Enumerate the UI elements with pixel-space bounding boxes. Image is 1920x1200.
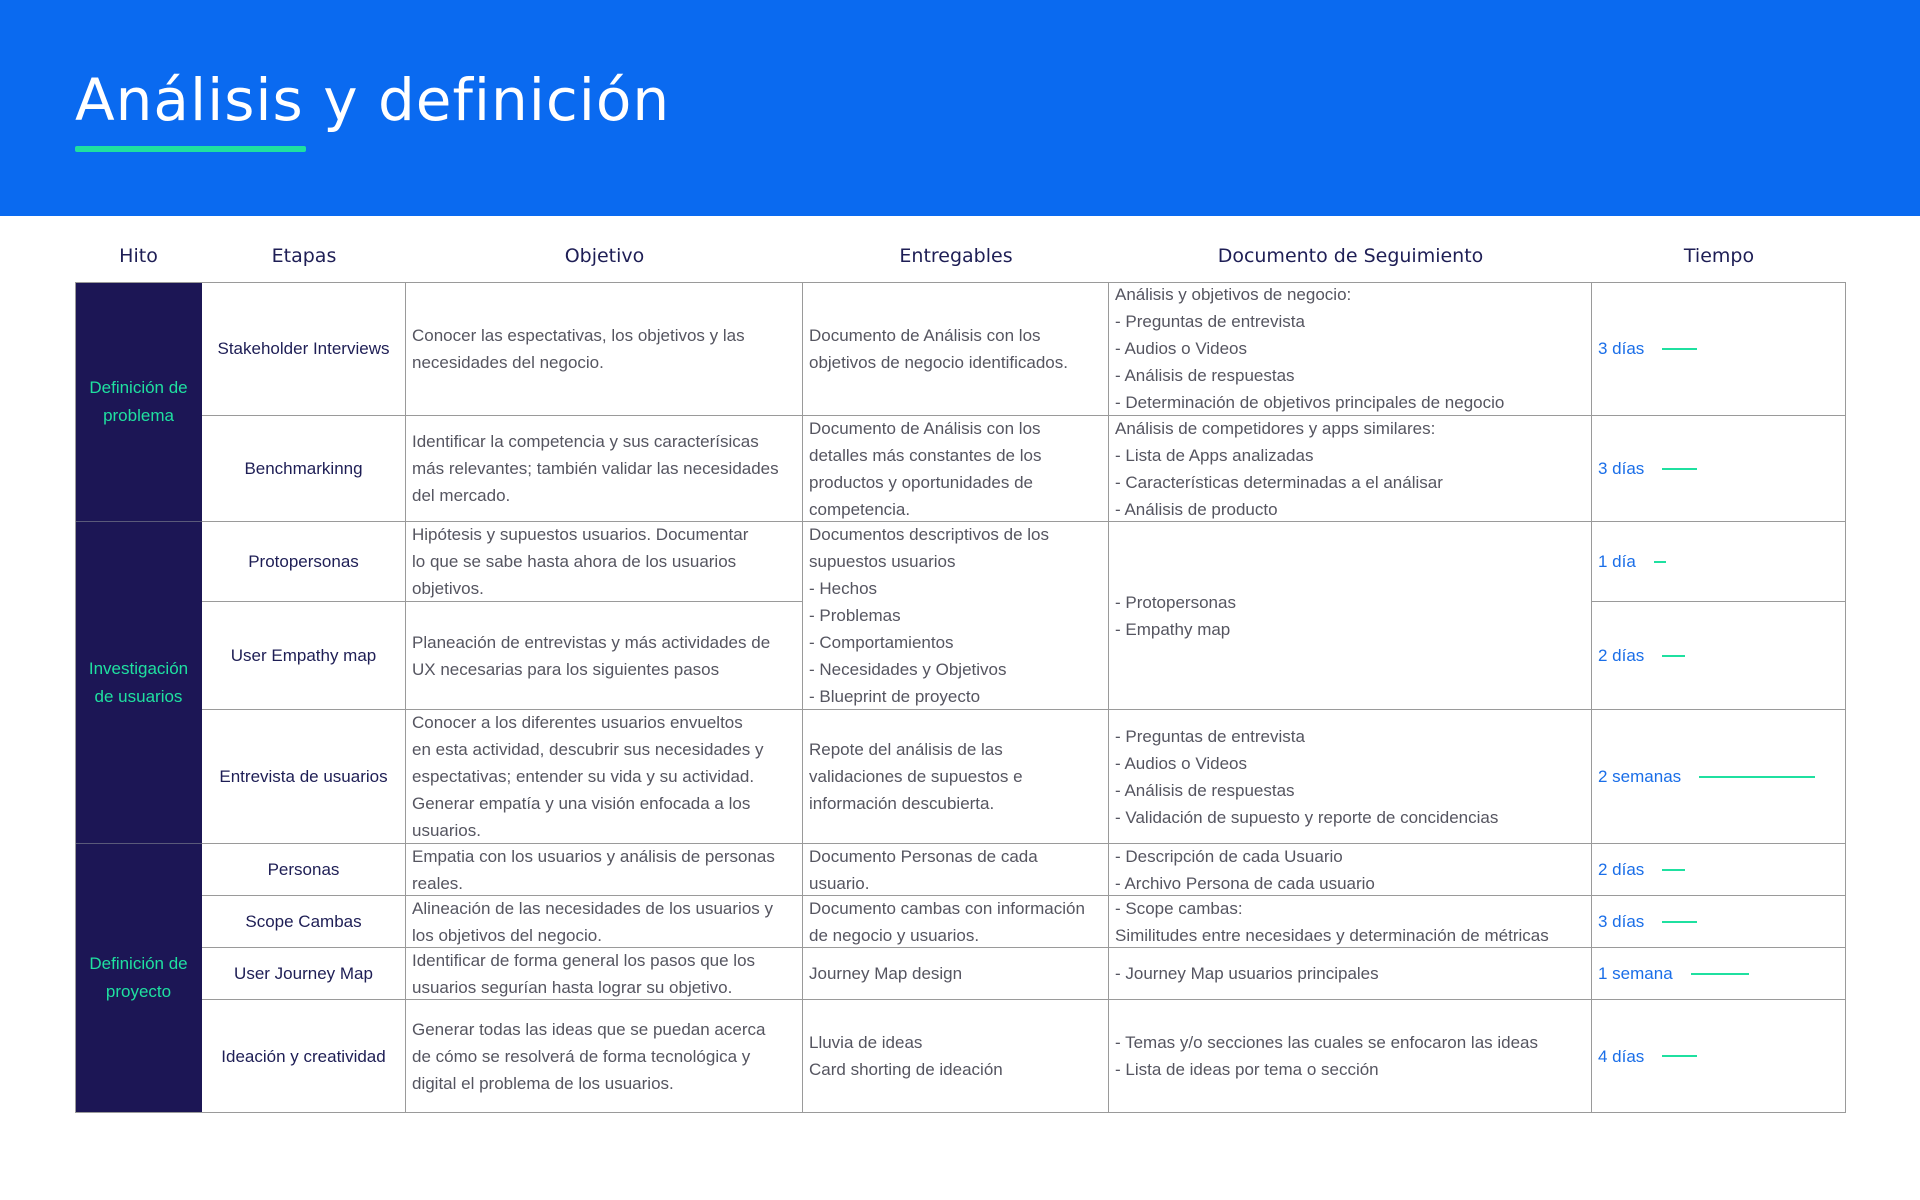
text-line: - Validación de supuesto y reporte de concidencias bbox=[1115, 807, 1499, 827]
cell-text bbox=[412, 1016, 796, 1097]
text-line: Conocer las espectativas, los objetivos y las bbox=[412, 325, 745, 345]
time-cell bbox=[1592, 1000, 1846, 1113]
col-header-tiempo: Tiempo bbox=[1683, 245, 1755, 267]
duration-bar bbox=[1662, 869, 1685, 871]
text-line: Similitudes entre necesidaes y determinación de métricas bbox=[1115, 925, 1549, 945]
cell-text bbox=[412, 629, 796, 683]
text-line: Conocer a los diferentes usuarios envueltos bbox=[412, 713, 743, 732]
cell-text bbox=[809, 844, 1102, 896]
time-label: 1 semana bbox=[1598, 964, 1673, 983]
text-line: espectativas; entender su vida y su actividad. bbox=[412, 767, 755, 786]
text-line: - Análisis de respuestas bbox=[1115, 780, 1295, 800]
text-line: más relevantes; también validar las necesidades bbox=[412, 459, 779, 478]
text-line: - Lista de ideas por tema o sección bbox=[1115, 1060, 1379, 1079]
cell-text bbox=[809, 896, 1102, 948]
objective-cell bbox=[406, 896, 803, 948]
text-line: reales. bbox=[412, 873, 464, 893]
page-title: Análisis y definición bbox=[75, 66, 671, 134]
text-line: Documentos descriptivos de los bbox=[809, 525, 1050, 544]
cell-text bbox=[412, 428, 796, 509]
time-cell bbox=[1592, 416, 1846, 522]
time-label: 3 días bbox=[1598, 459, 1645, 478]
stage-cell bbox=[202, 1000, 406, 1113]
milestone-label: Definición de bbox=[89, 954, 188, 973]
text-line: Análisis y objetivos de negocio: bbox=[1115, 285, 1352, 304]
milestone-cell bbox=[75, 844, 202, 1113]
text-line: Empatia con los usuarios y análisis de personas bbox=[412, 846, 775, 866]
cell-text bbox=[809, 416, 1102, 522]
text-line: - Audios o Videos bbox=[1115, 339, 1247, 358]
text-line: Generar todas las ideas que se puedan acerca bbox=[412, 1019, 766, 1039]
text-line: productos y oportunidades de bbox=[809, 472, 1033, 492]
time-cell bbox=[1592, 282, 1846, 416]
objective-cell bbox=[406, 522, 803, 602]
time-cell bbox=[1592, 602, 1846, 710]
text-line: usuario. bbox=[809, 873, 870, 893]
cell-text bbox=[809, 322, 1102, 376]
stage-label: Personas bbox=[267, 860, 340, 879]
text-line: Card shorting de ideación bbox=[809, 1060, 1003, 1079]
stage-label: User Empathy map bbox=[230, 646, 377, 665]
cell-text bbox=[412, 710, 796, 844]
duration-bar bbox=[1699, 776, 1815, 778]
deliverable-cell bbox=[803, 844, 1109, 896]
cell-text bbox=[1115, 896, 1585, 948]
text-line: - Análisis de respuestas bbox=[1115, 366, 1295, 385]
col-header-documento: Documento de Seguimiento bbox=[1217, 245, 1484, 267]
text-line: competencia. bbox=[809, 499, 911, 519]
stage-label: Protopersonas bbox=[248, 552, 359, 571]
time-cell bbox=[1592, 522, 1846, 602]
milestone-label: proyecto bbox=[105, 982, 172, 1001]
text-line: en esta actividad, descubrir sus necesidades y bbox=[412, 740, 764, 759]
text-line: - Temas y/o secciones las cuales se enfocaron las ideas bbox=[1115, 1033, 1539, 1052]
text-line: - Scope cambas: bbox=[1115, 898, 1243, 918]
duration-bar bbox=[1662, 921, 1697, 923]
cell-text bbox=[1115, 1029, 1585, 1083]
objective-cell bbox=[406, 948, 803, 1000]
deliverable-cell-research bbox=[803, 522, 1109, 710]
duration-bar bbox=[1662, 468, 1697, 470]
text-line: - Preguntas de entrevista bbox=[1115, 312, 1305, 331]
text-line: - Comportamientos bbox=[809, 633, 954, 652]
cell-text bbox=[412, 948, 796, 1000]
text-line: Repote del análisis de las bbox=[809, 740, 1003, 759]
time-label: 4 días bbox=[1598, 1046, 1645, 1066]
text-line: Identificar de forma general los pasos que los bbox=[412, 950, 756, 970]
col-header-etapas: Etapas bbox=[271, 245, 337, 267]
text-line: - Empathy map bbox=[1115, 619, 1231, 639]
cell-text bbox=[1115, 960, 1585, 987]
time-label: 2 días bbox=[1598, 860, 1645, 879]
stage-cell bbox=[202, 710, 406, 844]
text-line: - Necesidades y Objetivos bbox=[809, 660, 1007, 679]
text-line: - Preguntas de entrevista bbox=[1115, 726, 1305, 746]
milestone-cell bbox=[75, 282, 202, 522]
duration-bar bbox=[1654, 561, 1666, 563]
text-line: - Protopersonas bbox=[1115, 592, 1236, 612]
tracking-cell bbox=[1109, 416, 1592, 522]
deliverable-cell bbox=[803, 948, 1109, 1000]
text-line: Documento de Análisis con los bbox=[809, 418, 1041, 438]
milestone-label: problema bbox=[103, 405, 174, 425]
text-line: de cómo se resolverá de forma tecnológica y bbox=[412, 1046, 751, 1066]
cell-text bbox=[809, 736, 1102, 817]
stage-cell bbox=[202, 522, 406, 602]
text-line: - Determinación de objetivos principales de negocio bbox=[1115, 393, 1505, 412]
stage-label: User Journey Map bbox=[234, 964, 373, 983]
duration-bar bbox=[1662, 348, 1697, 350]
text-line: usuarios segurían hasta lograr su objetivo. bbox=[412, 977, 733, 997]
cell-text bbox=[412, 522, 796, 602]
column-headers bbox=[75, 236, 1845, 276]
stage-label: Scope Cambas bbox=[245, 912, 362, 931]
deliverable-cell bbox=[803, 282, 1109, 416]
milestone-cell bbox=[75, 522, 202, 844]
deliverable-cell bbox=[803, 416, 1109, 522]
cell-text bbox=[1115, 589, 1585, 643]
text-line: - Journey Map usuarios principales bbox=[1115, 964, 1379, 983]
text-line: lo que se sabe hasta ahora de los usuarios bbox=[412, 552, 737, 571]
cell-text bbox=[412, 896, 796, 948]
title-underline bbox=[75, 146, 306, 152]
cell-text bbox=[809, 522, 1102, 710]
stage-label: Benchmarkinng bbox=[244, 459, 363, 478]
text-line: Hipótesis y supuestos usuarios. Documentar bbox=[412, 525, 749, 544]
tracking-cell bbox=[1109, 710, 1592, 844]
milestone-label: de usuarios bbox=[94, 686, 183, 706]
objective-cell bbox=[406, 416, 803, 522]
time-label: 3 días bbox=[1598, 912, 1645, 931]
text-line: Generar empatía y una visión enfocada a los bbox=[412, 794, 751, 813]
tracking-cell bbox=[1109, 1000, 1592, 1113]
deliverable-cell bbox=[803, 710, 1109, 844]
text-line: objetivos. bbox=[412, 579, 484, 598]
text-line: del mercado. bbox=[412, 486, 511, 505]
cell-text bbox=[809, 960, 1102, 987]
text-line: los objetivos del negocio. bbox=[412, 925, 602, 945]
text-line: necesidades del negocio. bbox=[412, 352, 604, 372]
objective-cell bbox=[406, 1000, 803, 1113]
time-cell bbox=[1592, 896, 1846, 948]
text-line: - Lista de Apps analizadas bbox=[1115, 445, 1314, 465]
text-line: supuestos usuarios bbox=[809, 552, 956, 571]
col-header-hito: Hito bbox=[119, 245, 158, 267]
text-line: - Análisis de producto bbox=[1115, 499, 1278, 519]
text-line: Análisis de competidores y apps similares: bbox=[1115, 418, 1436, 438]
deliverable-cell bbox=[803, 1000, 1109, 1113]
duration-bar bbox=[1691, 973, 1749, 975]
cell-text bbox=[412, 322, 796, 376]
stage-label: Entrevista de usuarios bbox=[219, 767, 388, 786]
time-cell bbox=[1592, 710, 1846, 844]
text-line: Documento Personas de cada bbox=[809, 846, 1038, 866]
objective-cell bbox=[406, 844, 803, 896]
text-line: Identificar la competencia y sus caracterísicas bbox=[412, 432, 759, 451]
stage-cell bbox=[202, 602, 406, 710]
col-header-entregables: Entregables bbox=[899, 245, 1013, 267]
tracking-cell bbox=[1109, 948, 1592, 1000]
cell-text bbox=[1115, 416, 1585, 522]
cell-text bbox=[412, 844, 796, 896]
text-line: - Archivo Persona de cada usuario bbox=[1115, 873, 1375, 893]
stage-cell bbox=[202, 896, 406, 948]
tracking-cell-research bbox=[1109, 522, 1592, 710]
deliverable-cell bbox=[803, 896, 1109, 948]
text-line: Documento de Análisis con los bbox=[809, 325, 1041, 345]
text-line: - Descripción de cada Usuario bbox=[1115, 846, 1343, 866]
cell-text bbox=[1115, 282, 1585, 416]
text-line: - Problemas bbox=[809, 606, 901, 625]
stage-label: Ideación y creatividad bbox=[221, 1046, 386, 1066]
stage-cell bbox=[202, 416, 406, 522]
time-label: 2 semanas bbox=[1598, 767, 1682, 786]
col-header-objetivo: Objetivo bbox=[564, 245, 645, 267]
text-line: validaciones de supuestos e bbox=[809, 767, 1023, 786]
time-label: 1 día bbox=[1598, 552, 1636, 571]
duration-bar bbox=[1662, 655, 1685, 657]
duration-bar bbox=[1662, 1055, 1697, 1057]
objective-cell bbox=[406, 710, 803, 844]
text-line: detalles más constantes de los bbox=[809, 445, 1042, 465]
text-line: - Audios o Videos bbox=[1115, 753, 1247, 773]
milestone-label: Investigación bbox=[88, 658, 189, 678]
text-line: Lluvia de ideas bbox=[809, 1033, 923, 1052]
roadmap-table bbox=[75, 282, 1846, 1113]
text-line: usuarios. bbox=[412, 821, 481, 840]
tracking-cell bbox=[1109, 844, 1592, 896]
time-cell bbox=[1592, 948, 1846, 1000]
text-line: - Características determinadas a el análisar bbox=[1115, 472, 1443, 492]
text-line: información descubierta. bbox=[809, 794, 995, 813]
text-line: objetivos de negocio identificados. bbox=[809, 352, 1068, 372]
time-cell bbox=[1592, 844, 1846, 896]
text-line: digital el problema de los usuarios. bbox=[412, 1073, 674, 1093]
cell-text bbox=[1115, 844, 1585, 896]
text-line: Documento cambas con información bbox=[809, 898, 1085, 918]
objective-cell bbox=[406, 282, 803, 416]
text-line: de negocio y usuarios. bbox=[809, 925, 980, 945]
cell-text bbox=[809, 1029, 1102, 1083]
cell-text bbox=[1115, 723, 1585, 831]
text-line: - Blueprint de proyecto bbox=[809, 687, 981, 706]
stage-label: Stakeholder Interviews bbox=[217, 339, 390, 358]
text-line: Journey Map design bbox=[809, 964, 963, 983]
text-line: - Hechos bbox=[809, 579, 878, 598]
text-line: Planeación de entrevistas y más actividades de bbox=[412, 632, 771, 652]
stage-cell bbox=[202, 844, 406, 896]
text-line: UX necesarias para los siguientes pasos bbox=[412, 659, 720, 679]
time-label: 3 días bbox=[1598, 339, 1645, 358]
stage-cell bbox=[202, 282, 406, 416]
objective-cell bbox=[406, 602, 803, 710]
tracking-cell bbox=[1109, 282, 1592, 416]
stage-cell bbox=[202, 948, 406, 1000]
tracking-cell bbox=[1109, 896, 1592, 948]
milestone-label: Definición de bbox=[89, 377, 188, 397]
text-line: Alineación de las necesidades de los usuarios y bbox=[412, 898, 774, 918]
time-label: 2 días bbox=[1598, 646, 1645, 665]
